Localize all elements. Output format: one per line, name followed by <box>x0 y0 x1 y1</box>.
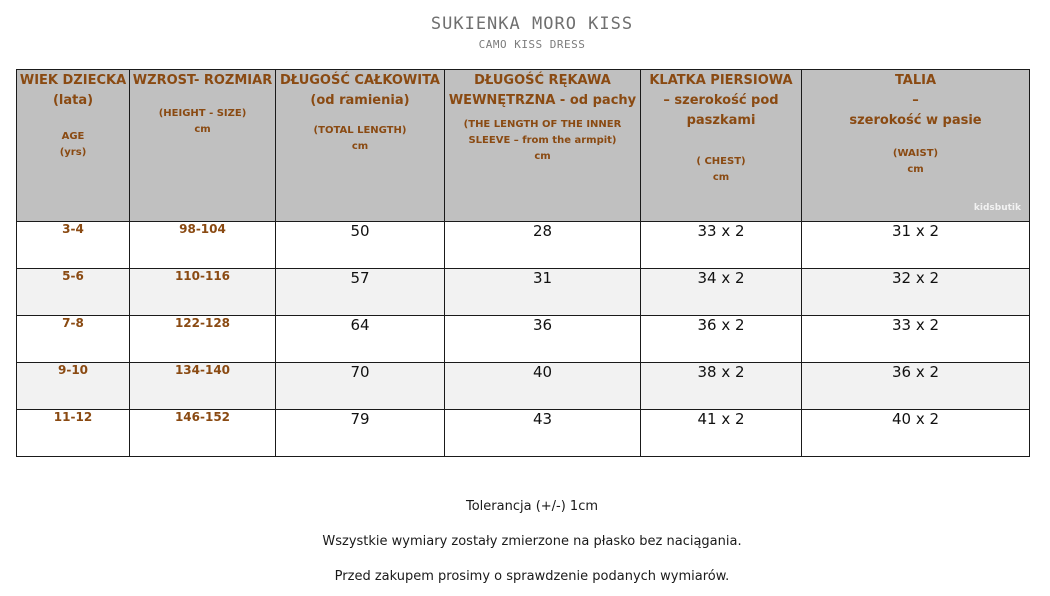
cell-sleeve: 28 <box>445 222 641 269</box>
cell-waist: 32 x 2 <box>802 269 1030 316</box>
header-total-length-label: DŁUGOŚĆ CAŁKOWITA (od ramienia) <box>280 73 440 108</box>
header-chest <box>641 70 802 222</box>
cell-sleeve: 31 <box>445 269 641 316</box>
cell-age: 7-8 <box>17 316 130 363</box>
cell-sleeve: 36 <box>445 316 641 363</box>
header-waist <box>802 70 1030 222</box>
header-row <box>17 70 1030 222</box>
table-row <box>17 363 1030 410</box>
cell-age: 3-4 <box>17 222 130 269</box>
size-table <box>16 69 1030 457</box>
cell-age: 5-6 <box>17 269 130 316</box>
header-height-sublabel: (HEIGHT - SIZE) cm <box>158 108 247 135</box>
header-total-length-sublabel: (TOTAL LENGTH) cm <box>313 125 407 152</box>
cell-height: 98-104 <box>130 222 276 269</box>
table-row <box>17 269 1030 316</box>
tolerance-note: Tolerancja (+/-) 1cm <box>465 499 599 514</box>
measured-flat-note: Wszystkie wymiary zostały zmierzone na płasko bez naciągania. <box>322 534 742 549</box>
table-row <box>17 222 1030 269</box>
cell-height: 122-128 <box>130 316 276 363</box>
check-before-note: Przed zakupem prosimy o sprawdzenie podanych wymiarów. <box>334 569 730 584</box>
cell-height: 134-140 <box>130 363 276 410</box>
cell-waist: 31 x 2 <box>802 222 1030 269</box>
cell-chest: 33 x 2 <box>641 222 802 269</box>
header-waist-label: TALIA – szerokość w pasie <box>849 73 982 128</box>
cell-age: 11-12 <box>17 410 130 457</box>
cell-waist: 33 x 2 <box>802 316 1030 363</box>
cell-sleeve: 43 <box>445 410 641 457</box>
cell-waist: 36 x 2 <box>802 363 1030 410</box>
cell-total-length: 70 <box>276 363 445 410</box>
cell-age: 9-10 <box>17 363 130 410</box>
cell-chest: 41 x 2 <box>641 410 802 457</box>
cell-chest: 36 x 2 <box>641 316 802 363</box>
page-subtitle: CAMO KISS DRESS <box>478 38 586 51</box>
cell-waist: 40 x 2 <box>802 410 1030 457</box>
header-height <box>130 70 276 222</box>
table-row <box>17 316 1030 363</box>
header-height-label: WZROST- ROZMIAR <box>132 73 273 88</box>
header-sleeve-sublabel: (THE LENGTH OF THE INNER SLEEVE – from the armpit) cm <box>463 119 622 162</box>
cell-total-length: 57 <box>276 269 445 316</box>
header-chest-sublabel: ( CHEST) cm <box>696 156 746 183</box>
cell-height: 146-152 <box>130 410 276 457</box>
watermark: kidsbutik <box>973 203 1021 213</box>
header-age-label: WIEK DZIECKA (lata) <box>19 73 127 108</box>
cell-chest: 34 x 2 <box>641 269 802 316</box>
cell-total-length: 64 <box>276 316 445 363</box>
table-row <box>17 410 1030 457</box>
cell-chest: 38 x 2 <box>641 363 802 410</box>
cell-total-length: 79 <box>276 410 445 457</box>
header-sleeve-label: DŁUGOŚĆ RĘKAWA WEWNĘTRZNA - od pachy <box>448 73 637 108</box>
header-waist-sublabel: (WAIST) cm <box>892 148 939 175</box>
header-total-length <box>276 70 445 222</box>
cell-height: 110-116 <box>130 269 276 316</box>
header-age-sublabel: AGE (yrs) <box>59 131 87 158</box>
cell-sleeve: 40 <box>445 363 641 410</box>
cell-total-length: 50 <box>276 222 445 269</box>
header-sleeve <box>445 70 641 222</box>
page-title: SUKIENKA MORO KISS <box>430 14 634 34</box>
header-chest-label: KLATKA PIERSIOWA – szerokość pod paszkami <box>649 73 793 128</box>
header-age <box>17 70 130 222</box>
